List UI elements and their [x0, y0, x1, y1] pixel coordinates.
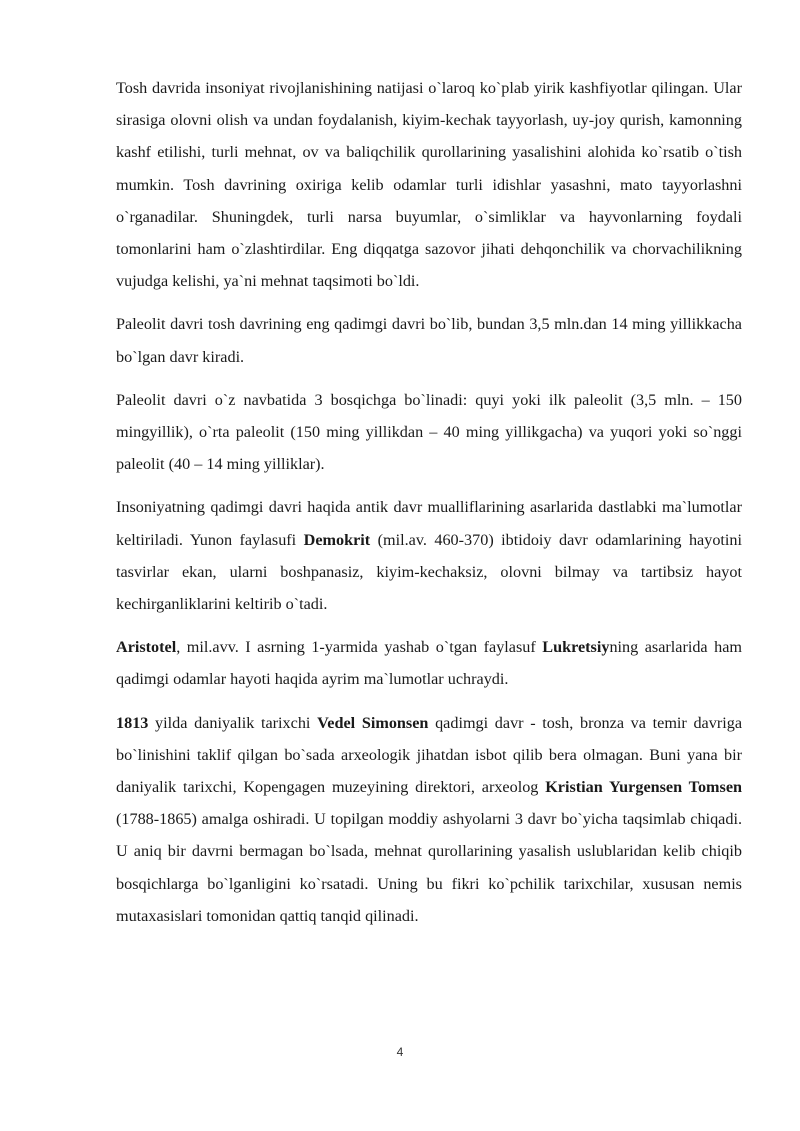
text-run: Paleolit davri tosh davrining eng qadimgi davri bo`lib, bundan 3,5 mln.dan 14 ming yillikkacha bo`lgan davr kiradi. — [116, 315, 742, 366]
text-run: yilda daniyalik tarixchi — [148, 713, 318, 732]
bold-name-vedel-simonsen: Vedel Simonsen — [317, 713, 429, 732]
paragraph-5 — [116, 631, 742, 695]
bold-name-demokrit: Demokrit — [303, 530, 371, 549]
paragraph-3 — [116, 384, 742, 481]
text-run: (mil.av. 460-370) ibtidoiy davr odamlarining hayotini tasvirlar ekan, ularni boshpanasiz, kiyim-kechaksiz, olovni bilmay va tartibsiz hayot kechirganliklarini keltirib o`tadi. — [116, 530, 743, 614]
bold-name-kristian-tomsen: Kristian Yurgensen Tomsen — [545, 778, 743, 797]
text-run: (1788-1865) amalga oshiradi. U topilgan moddiy ashyolarni 3 davr bo`yicha taqsimlab chiqadi. U aniq bir davrni bermagan bo`lsada, mehnat qurollarining yasalish uslublaridan kelib chiqib bosqichlarga bo`lganligini ko`rsatadi. Uning bu fikri ko`pchilik tarixchilar, xususan nemis mutaxasislari tomonidan qattiq tanqid qilinadi. — [116, 810, 742, 925]
text-run: ning asarlarida ham qadimgi odamlar hayoti haqida ayrim ma`lumotlar uchraydi. — [116, 638, 742, 689]
text-run: Insoniyatning qadimgi davri haqida antik davr mualliflarining asarlarida dastlabki ma`lumotlar keltiriladi. Yunon faylasufi — [116, 498, 742, 549]
paragraph-2 — [116, 308, 742, 372]
bold-name-lukretsiy: Lukretsiy — [542, 638, 610, 657]
text-run: Tosh davrida insoniyat rivojlanishining natijasi o`laroq ko`plab yirik kashfiyotlar qilingan. Ular sirasiga olovni olish va undan foydalanish, kiyim-kechak tayyorlash, uy-joy qurish, kamonning kashf etilishi, turli mehnat, ov va baliqchilik qurollarining yasalishini alohida ko`rsatib o`tish mumkin. Tosh davrining oxiriga kelib odamlar turli idishlar yasashni, mato tayyorlashni o`rganadilar. Shuningdek, turli narsa buyumlar, o`simliklar va hayvonlarning foydali tomonlarini ham o`zlashtirdilar. Eng diqqatga sazovor jihati dehqonchilik va chorvachilikning vujudga kelishi, ya`ni mehnat taqsimoti bo`ldi. — [116, 79, 742, 291]
document-body — [116, 72, 742, 943]
text-run: Paleolit davri o`z navbatida 3 bosqichga bo`linadi: quyi yoki ilk paleolit (3,5 mln. – 150 mingyillik), o`rta paleolit (150 ming yillikdan – 40 ming yillikgacha) va yuqori yoki so`nggi paleolit (40 – 14 ming yilliklar). — [116, 390, 742, 474]
bold-year-1813: 1813 — [116, 713, 149, 732]
paragraph-1 — [116, 72, 742, 297]
paragraph-4 — [116, 491, 742, 620]
text-run: , mil.avv. I asrning 1-yarmida yashab o`tgan faylasuf — [176, 638, 543, 657]
text-run: qadimgi davr - tosh, bronza va temir davriga bo`linishini taklif qilgan bo`sada arxeologik jihatdan isbot qilib bera olmagan. Buni yana bir daniyalik tarixchi, Kopengagen muzeyining direktori, arxeolog — [116, 713, 742, 797]
paragraph-6 — [116, 707, 742, 932]
bold-name-aristotel: Aristotel — [116, 638, 177, 657]
page-number: 4 — [396, 1045, 404, 1059]
